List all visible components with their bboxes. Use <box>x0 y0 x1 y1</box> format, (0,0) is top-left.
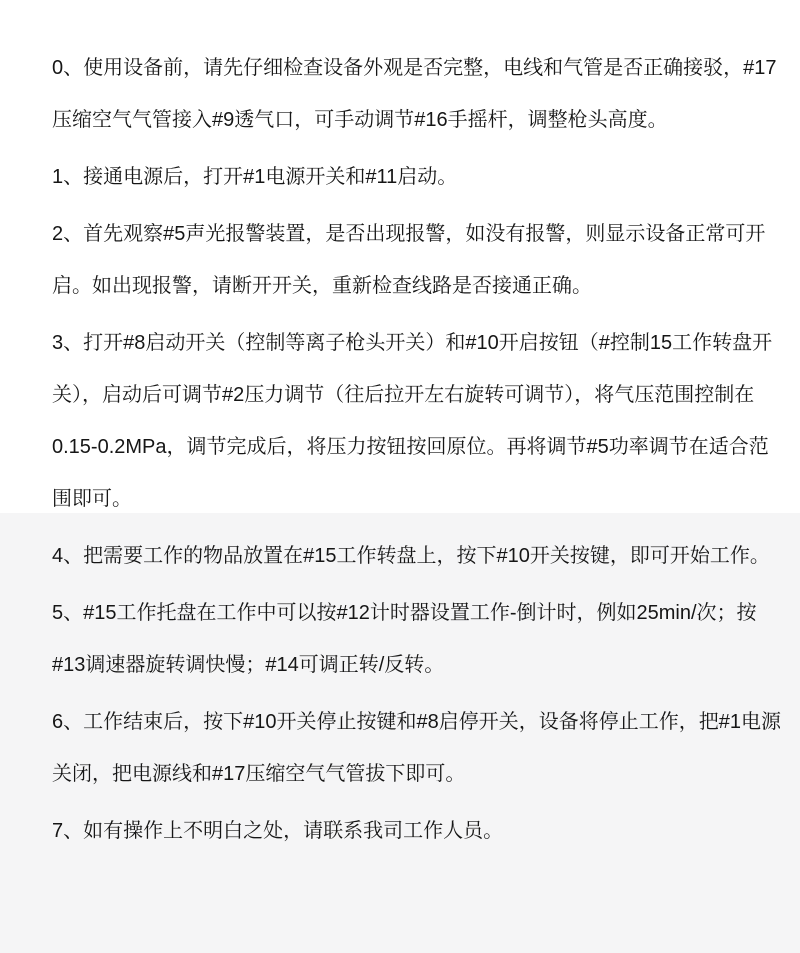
instruction-paragraph-step-0 <box>52 42 777 146</box>
instruction-paragraph-step-4 <box>52 530 768 582</box>
text-line: 2、首先观察#5声光报警装置，是否出现报警，如没有报警，则显示设备正常可开 <box>52 223 766 245</box>
instruction-paragraph-step-7 <box>52 805 768 857</box>
text-line: 围即可。 <box>52 488 132 510</box>
text-line: 4、把需要工作的物品放置在#15工作转盘上，按下#10开关按键，即可开始工作。 <box>52 545 770 567</box>
text-line: 7、如有操作上不明白之处，请联系我司工作人员。 <box>52 820 504 842</box>
instructions-document <box>52 42 781 862</box>
instruction-paragraph-step-6 <box>52 696 781 800</box>
instruction-paragraph-step-2 <box>52 208 768 312</box>
instruction-paragraph-step-5 <box>52 587 768 691</box>
text-line: 启。如出现报警，请断开开关，重新检查线路是否接通正确。 <box>52 275 592 297</box>
text-line: #13调速器旋转调快慢；#14可调正转/反转。 <box>52 654 445 676</box>
text-line: 1、接通电源后，打开#1电源开关和#11启动。 <box>52 166 458 188</box>
instruction-paragraph-step-3 <box>52 317 773 525</box>
text-line: 压缩空气气管接入#9透气口，可手动调节#16手摇杆，调整枪头高度。 <box>52 109 668 131</box>
text-line: 6、工作结束后，按下#10开关停止按键和#8启停开关，设备将停止工作，把#1电源 <box>52 711 781 733</box>
text-line: 关），启动后可调节#2压力调节（往后拉开左右旋转可调节），将气压范围控制在 <box>52 384 755 406</box>
text-line: 0.15-0.2MPa，调节完成后，将压力按钮按回原位。再将调节#5功率调节在适合范 <box>52 436 769 458</box>
instruction-paragraph-step-1 <box>52 151 768 203</box>
text-line: 0、使用设备前，请先仔细检查设备外观是否完整，电线和气管是否正确接驳，#17 <box>52 57 777 79</box>
text-line: 3、打开#8启动开关（控制等离子枪头开关）和#10开启按钮（#控制15工作转盘开 <box>52 332 773 354</box>
text-line: 关闭，把电源线和#17压缩空气气管拔下即可。 <box>52 763 466 785</box>
text-line: 5、#15工作托盘在工作中可以按#12计时器设置工作-倒计时，例如25min/次；按 <box>52 602 757 624</box>
